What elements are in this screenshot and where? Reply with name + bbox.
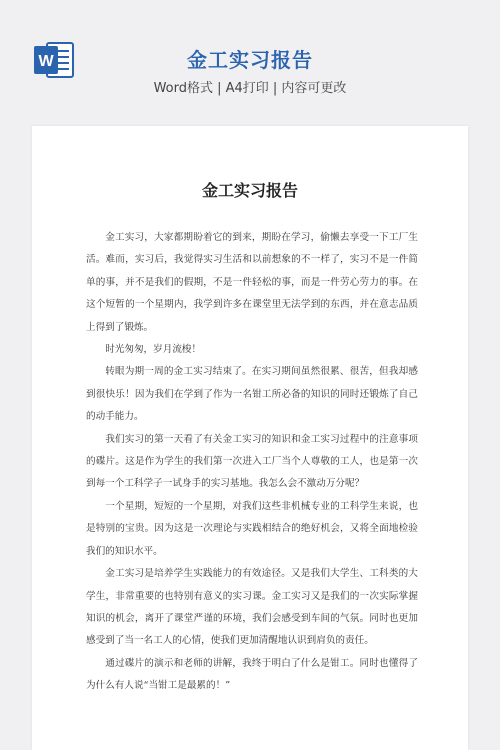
- page-title: 金工实习报告: [187, 48, 313, 72]
- paragraph: 转眼为期一周的金工实习结束了。在实习期间虽然很累、很苦，但我却感到很快乐！因为我们在学到了作为一名钳工所必备的知识的同时还锻炼了自己的动手能力。: [86, 366, 418, 423]
- paragraph: 一个星期，短短的一个星期，对我们这些非机械专业的工科学生来说，也是特别的宝贵。因为这是一次理论与实践相结合的绝好机会，又将全面地检验我们的知识水平。: [86, 500, 418, 557]
- paragraph: 金工实习，大家都期盼着它的到来，期盼在学习，偷懒去享受一下工厂生活。难而，实习后，我觉得实习生活和以前想象的不一样了，实习不是一件简单的事，并不是我们的假期，不是一件轻松的事，而是一件劳心劳力的事。在这个短暂的一个星期内，我学到许多在课堂里无法学到的东西，并在意志品质上得到了锻炼。: [86, 232, 418, 333]
- page-header: [0, 0, 500, 110]
- svg-text:W: W: [38, 53, 54, 70]
- paragraph: 通过碟片的演示和老师的讲解，我终于明白了什么是钳工。同时也懂得了为什么有人说“当钳工是最累的！”: [86, 657, 418, 692]
- document-body: [86, 227, 418, 698]
- paragraph: 时光匆匆，岁月流梭！: [105, 344, 202, 356]
- document-title: 金工实习报告: [201, 181, 298, 200]
- paragraph: 金工实习是培养学生实践能力的有效途径。又是我们大学生、工科类的大学生，非常重要的也特别有意义的实习课。金工实习又是我们的一次实际掌握知识的机会，离开了课堂严谨的环境，我们会感受到车间的气氛。同时也更加感受到了当一名工人的心情，使我们更加清醒地认识到肩负的责任。: [86, 568, 418, 647]
- paragraph: 我们实习的第一天看了有关金工实习的知识和金工实习过程中的注意事项的碟片。这是作为学生的我们第一次进入工厂当个人尊敬的工人，也是第一次到每一个工科学子一试身手的实习基地。我怎么会不激动万分呢？: [86, 433, 418, 490]
- page-subtitle: Word格式 | A4打印 | 内容可更改: [153, 81, 347, 96]
- document-page: [32, 126, 468, 750]
